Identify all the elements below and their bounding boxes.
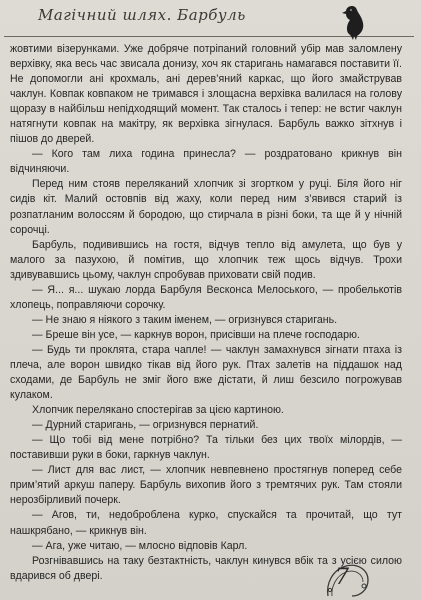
paragraph: Хлопчик перелякано спостерігав за цією картиною. (32, 404, 284, 417)
paragraph: — Будь ти проклята, стара чапле! — чаклун замахнувся зігнати птаха із плеча, але ворон швидко тікав від його рук. Птах залетів на піддашок над сходами, де Барбуль не зміг його вже дістати, й лиш безсило погрожував кулаком. (10, 343, 402, 402)
paragraph: — Агов, ти, недоброблена курко, спускайся та прочитай, що тут нашкрябано, — крикнув він. (10, 509, 402, 537)
paragraph: — Лист для вас лист, — хлопчик невпевнено простягнув поперед себе прим’ятий аркуш паперу. Барбуль вихопив його з тремтячих рук. Там стояли нерозбірливий почерк. (10, 464, 402, 507)
raven-icon (338, 2, 372, 42)
paragraph: Барбуль, подивившись на гостя, відчув тепло від амулета, що був у малого за пазухою, й помітив, що хлопчик теж щось відчув. Трохи здивувавшись цьому, чаклун спробував приховати свій подив. (10, 238, 402, 281)
paragraph: — Бреше він усе, — каркнув ворон, присівши на плече господарю. (32, 328, 360, 341)
paragraph: Перед ним стояв переляканий хлопчик зі згортком у руці. Біля його ніг сидів кіт. Малий остовпів від жаху, коли перед ним з’явився старий із розпатланим волоссям й бородою, що стирчала в різні боки, та ще й у нічній сорочці. (10, 178, 402, 236)
running-head: Магічний шлях. Барбуль (38, 6, 246, 24)
page-number: 7 (335, 565, 349, 590)
paragraph: — Що тобі від мене потрібно? Та тільки без цих твоїх мілордів, — поставивши руки в боки, гаркнув чаклун. (10, 434, 402, 462)
paragraph: — Не знаю я ніякого з таким іменем, — огризнувся старигань. (32, 313, 338, 326)
paragraph: — Ага, уже читаю, — млосно відповів Карл. (32, 539, 248, 552)
paragraph: — Кого там лиха година принесла? — роздратовано крикнув він відчиняючи. (10, 148, 402, 176)
page-header (4, 2, 414, 37)
paragraph: жовтими візерунками. Уже добряче потріпаний головний убір мав заломлену верхівку, яка весь час звисала донизу, хоч як старигань намагався поставити її. Не допомогли ані крохмаль, ані дерев’яний каркас, що його змайстрував чаклун. Ковпак ковпаком не тримався і злощасна верхівка валилася на голову щоразу в найбільш непідходящий момент. Так сталось і тепер: не встиг чаклун натягнути ковпак на макітру, як верхівка зігнулася. Барбуль важко зітхнув і пішов до дверей. (10, 43, 402, 146)
body-text (10, 42, 402, 584)
paragraph: — Дурний старигань, — огризнувся пернатий. (32, 419, 259, 432)
paragraph: Розгнівавшись на таку безтактність, чаклун кинувся вбік та з усією силою вдарився об двері. (10, 554, 402, 582)
paragraph: — Я... я... шукаю лорда Барбуля Весконса Мелоського, — пробелькотів хлопець, поправляючи сорочку. (10, 283, 402, 311)
